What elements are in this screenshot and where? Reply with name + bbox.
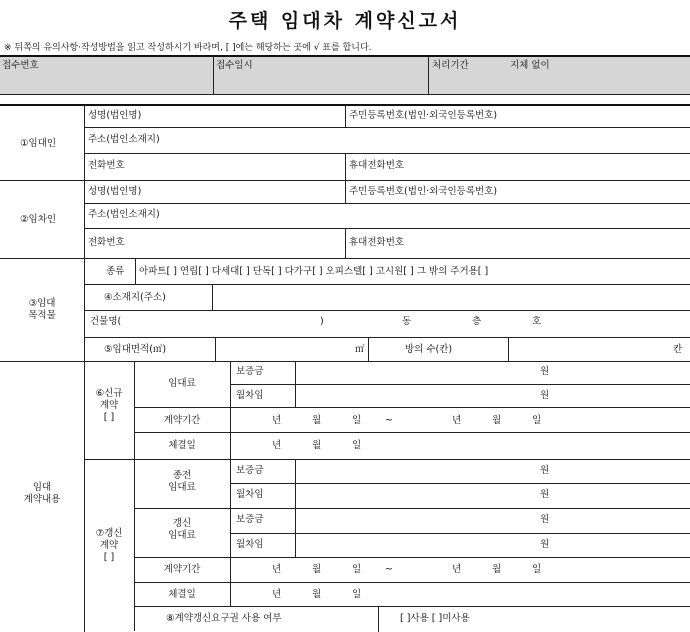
- form-title: 주택 임대차 계약신고서: [228, 10, 462, 32]
- new-sign-label: 체결일: [168, 440, 196, 451]
- renew-sign-label: 체결일: [168, 589, 196, 600]
- processing-period-label: 처리기간: [432, 60, 469, 71]
- renew-contract-line2: 계약: [99, 540, 119, 551]
- new-rent-line2: 임대료: [168, 530, 196, 541]
- floor-label: 층: [472, 316, 482, 327]
- prev-monthly-won: 원: [540, 489, 550, 500]
- new-rent-line1: 갱신: [172, 518, 192, 529]
- renew-period-dash: ~: [385, 564, 393, 575]
- prev-deposit-won: 원: [540, 465, 550, 476]
- new-period-end-day: 일: [532, 415, 542, 426]
- landlord-name-label: 성명(법인명): [88, 110, 142, 121]
- prev-deposit-label: 보증금: [236, 465, 264, 476]
- prev-rent-line2: 임대료: [168, 482, 196, 493]
- tenant-phone-label: 전화번호: [88, 237, 125, 248]
- new-deposit-label: 보증금: [236, 366, 264, 377]
- new-monthly-won: 원: [540, 390, 550, 401]
- receipt-number-label: 접수번호: [2, 60, 39, 71]
- new-contract-checkbox[interactable]: [ ]: [103, 412, 115, 423]
- renew-deposit-label: 보증금: [236, 514, 264, 525]
- rental-area-unit: ㎡: [355, 344, 365, 355]
- renew-monthly-label: 월차임: [236, 539, 264, 550]
- rooms-unit: 칸: [673, 344, 683, 355]
- prev-monthly-label: 월차임: [236, 489, 264, 500]
- renew-sign-year: 년: [272, 589, 282, 600]
- new-period-start-year: 년: [272, 415, 282, 426]
- property-section-line1: ③임대: [28, 298, 56, 309]
- rental-area-label: ⑤임대면적(㎡): [104, 344, 167, 355]
- landlord-id-label: 주민등록번호(법인·외국인등록번호): [349, 110, 498, 121]
- tenant-id-label: 주민등록번호(법인·외국인등록번호): [349, 186, 498, 197]
- new-contract-line1: ⑥신규: [95, 388, 123, 399]
- renew-contract-checkbox[interactable]: [ ]: [103, 552, 115, 563]
- renew-contract-line1: ⑦갱신: [95, 528, 123, 539]
- new-rent-label: 임대료: [168, 378, 196, 389]
- new-period-start-month: 월: [312, 415, 322, 426]
- landlord-mobile-label: 휴대전화번호: [349, 160, 405, 171]
- tenant-section-label: ②임차인: [20, 214, 57, 225]
- rooms-label: 방의 수(칸): [405, 344, 453, 355]
- renewal-right-label: ⑧계약갱신요구권 사용 여부: [166, 613, 282, 624]
- renew-period-label: 계약기간: [163, 564, 201, 575]
- property-section-line2: 목적물: [28, 310, 56, 321]
- landlord-address-label: 주소(법인소재지): [88, 134, 160, 145]
- processing-period-value: 지체 없이: [510, 60, 550, 71]
- new-period-start-day: 일: [352, 415, 362, 426]
- property-type-options[interactable]: 아파트[ ] 연립[ ] 다세대[ ] 단독[ ] 다가구[ ] 오피스텔[ ] 고시원[ ] 그 밖의 주거용[ ]: [139, 266, 489, 277]
- renew-period-end-day: 일: [532, 564, 542, 575]
- property-location-label: ④소재지(주소): [104, 292, 166, 303]
- renewal-right-options[interactable]: [ ]사용 [ ]미사용: [400, 613, 470, 624]
- new-sign-day: 일: [352, 440, 362, 451]
- building-name-label: 건물명(: [90, 316, 122, 327]
- unit-label: 호: [532, 316, 542, 327]
- contract-section-line1: 임대: [32, 482, 52, 493]
- new-period-end-year: 년: [452, 415, 462, 426]
- tenant-mobile-label: 휴대전화번호: [349, 237, 405, 248]
- tenant-name-label: 성명(법인명): [88, 186, 142, 197]
- renew-monthly-won: 원: [540, 539, 550, 550]
- contract-section-line2: 계약내용: [23, 494, 61, 505]
- renew-period-end-year: 년: [452, 564, 462, 575]
- landlord-phone-label: 전화번호: [88, 160, 125, 171]
- renew-period-start-month: 월: [312, 564, 322, 575]
- new-period-dash: ~: [385, 415, 393, 426]
- new-period-label: 계약기간: [163, 415, 201, 426]
- new-period-end-month: 월: [492, 415, 502, 426]
- dong-label: 동: [402, 316, 412, 327]
- receipt-block: [0, 55, 690, 95]
- renew-period-end-month: 월: [492, 564, 502, 575]
- notice-text: ※ 뒤쪽의 유의사항·작성방법을 읽고 작성하시기 바라며, [ ]에는 해당하는 곳에 √ 표를 합니다.: [4, 43, 372, 53]
- tenant-address-label: 주소(법인소재지): [88, 209, 160, 220]
- new-monthly-label: 월차임: [236, 390, 264, 401]
- building-name-close: ): [320, 316, 324, 327]
- new-sign-month: 월: [312, 440, 322, 451]
- renew-sign-day: 일: [352, 589, 362, 600]
- prev-rent-line1: 종전: [172, 470, 192, 481]
- new-deposit-won: 원: [540, 366, 550, 377]
- receipt-date-label: 접수일시: [216, 60, 253, 71]
- renew-period-start-day: 일: [352, 564, 362, 575]
- new-sign-year: 년: [272, 440, 282, 451]
- renew-period-start-year: 년: [272, 564, 282, 575]
- renew-sign-month: 월: [312, 589, 322, 600]
- new-contract-line2: 계약: [99, 400, 119, 411]
- renew-deposit-won: 원: [540, 514, 550, 525]
- landlord-section-label: ①임대인: [20, 138, 57, 149]
- property-type-label: 종류: [106, 266, 125, 277]
